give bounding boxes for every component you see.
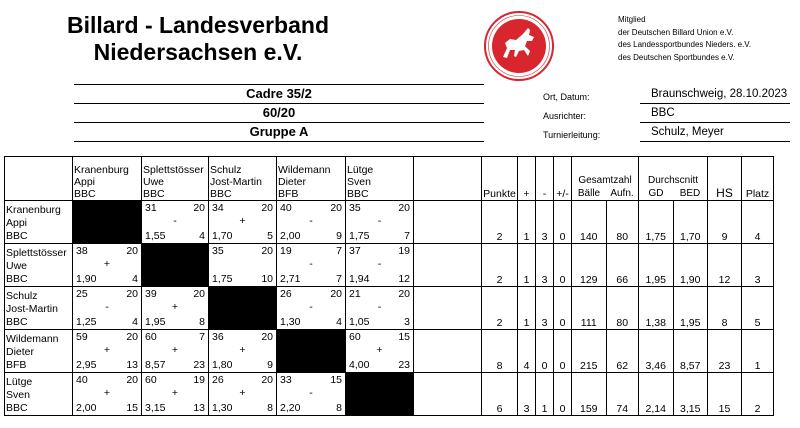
- match-balls: 19: [280, 245, 292, 257]
- match-cell: [209, 244, 277, 287]
- match-balls: 26: [212, 374, 224, 386]
- divider: [640, 103, 790, 104]
- match-balls: 33: [280, 374, 292, 386]
- empty-cell: [414, 201, 482, 244]
- divider: [640, 122, 790, 123]
- match-high-series: 3: [404, 316, 410, 328]
- match-balls: 40: [76, 374, 88, 386]
- match-result: +: [171, 344, 179, 356]
- match-high-series: 7: [336, 273, 342, 285]
- match-result: +: [239, 387, 246, 399]
- column-player: Kranenburg Appi BBC: [73, 157, 142, 201]
- match-average: 1,80: [212, 359, 233, 371]
- stat-plus: 1: [518, 201, 536, 244]
- stat-baelle: 140: [572, 201, 607, 244]
- discipline: Cadre 35/2: [74, 84, 484, 104]
- stat-punkte: 2: [482, 287, 518, 330]
- match-cell: [209, 373, 277, 416]
- player-row: [5, 201, 774, 244]
- match-high-series: 9: [336, 230, 342, 242]
- match-result: +: [171, 301, 179, 313]
- stat-hs: 23: [708, 330, 742, 373]
- empty-cell: [414, 244, 482, 287]
- header-row: [5, 157, 774, 201]
- match-result: -: [377, 301, 382, 313]
- event-info: [74, 84, 484, 142]
- self-match-block: [142, 244, 209, 287]
- stat-platz: 1: [742, 330, 774, 373]
- match-cell: [142, 373, 209, 416]
- player-club: BFB: [6, 359, 27, 371]
- stat-platz: 5: [742, 287, 774, 330]
- match-balls: 60: [145, 374, 157, 386]
- match-result: -: [105, 301, 109, 313]
- match-high-series: 8: [199, 316, 205, 328]
- column-aufn: Aufn.: [610, 188, 634, 199]
- column-gd: GD: [648, 188, 664, 199]
- column-group-gesamtzahl: [572, 157, 639, 201]
- match-average: 1,55: [145, 230, 166, 242]
- match-high-series: 7: [404, 230, 410, 242]
- stat-aufn: 74: [606, 373, 639, 416]
- match-average: 1,75: [212, 273, 233, 285]
- player-last-name: Schulz: [6, 290, 38, 302]
- stat-punkte: 8: [482, 330, 518, 373]
- match-result: -: [377, 258, 382, 270]
- stat-pm: 0: [554, 287, 572, 330]
- match-cell: [142, 287, 209, 330]
- match-innings: 20: [126, 374, 138, 386]
- match-cell: [277, 287, 346, 330]
- stat-plus: 1: [518, 287, 536, 330]
- player-last-name: Kranenburg: [6, 204, 61, 216]
- match-innings: 20: [330, 288, 342, 300]
- match-innings: 20: [193, 288, 205, 300]
- player-row: [5, 244, 774, 287]
- match-average: 1,95: [145, 316, 166, 328]
- match-average: 1,90: [76, 273, 97, 285]
- match-cell: [277, 373, 346, 416]
- match-innings: 15: [398, 331, 410, 343]
- stat-aufn: 62: [606, 330, 639, 373]
- match-balls: 40: [280, 202, 292, 214]
- match-high-series: 8: [336, 402, 342, 414]
- match-average: 1,30: [212, 402, 233, 414]
- column-hs: HS: [708, 157, 742, 201]
- stat-punkte: 6: [482, 373, 518, 416]
- match-average: 2,20: [280, 402, 301, 414]
- player-row: [5, 287, 774, 330]
- membership-line: der Deutschen Billard Union e.V.: [618, 27, 734, 37]
- match-cell: [73, 244, 142, 287]
- match-cell: [73, 330, 142, 373]
- column-player: Splettstösser Uwe BBC: [142, 157, 209, 201]
- stat-plus: 1: [518, 244, 536, 287]
- stat-bed: 1,70: [673, 201, 708, 244]
- player-first-name: Appi: [6, 217, 28, 229]
- match-innings: 20: [261, 245, 273, 257]
- match-cell: [277, 244, 346, 287]
- match-result: +: [171, 387, 179, 399]
- match-balls: 25: [76, 288, 88, 300]
- match-high-series: 23: [193, 359, 205, 371]
- host-value: BBC: [651, 107, 675, 119]
- host-label: Ausrichter:: [543, 111, 587, 121]
- match-average: 1,75: [349, 230, 370, 242]
- column-plusminus: +/-: [554, 157, 572, 201]
- stat-bed: 3,15: [673, 373, 708, 416]
- column-player: Schulz Jost-Martin BBC: [209, 157, 277, 201]
- stat-aufn: 66: [606, 244, 639, 287]
- match-average: 1,94: [349, 273, 370, 285]
- stat-gd: 3,46: [639, 330, 674, 373]
- match-average: 2,71: [280, 273, 301, 285]
- stat-pm: 0: [554, 330, 572, 373]
- column-plus: +: [518, 157, 536, 201]
- match-high-series: 4: [132, 273, 138, 285]
- column-minus: -: [536, 157, 554, 201]
- divider: [640, 141, 790, 142]
- date-label: Ort, Datum:: [543, 92, 590, 102]
- stat-gd: 2,14: [639, 373, 674, 416]
- corner-cell: [5, 157, 73, 201]
- stat-gd: 1,38: [639, 287, 674, 330]
- self-match-block: [346, 373, 414, 416]
- match-average: 1,05: [349, 316, 370, 328]
- player-last-name: Lütge: [6, 376, 33, 388]
- match-high-series: 10: [261, 273, 273, 285]
- match-result: +: [103, 344, 111, 356]
- player-row: [5, 330, 774, 373]
- match-average: 8,57: [145, 359, 166, 371]
- match-innings: 20: [261, 202, 273, 214]
- match-innings: 7: [199, 331, 205, 343]
- match-average: 2,95: [76, 359, 97, 371]
- gesamtzahl-label: Gesamtzahl: [578, 175, 632, 186]
- match-balls: 35: [349, 202, 361, 214]
- self-match-block: [73, 201, 142, 244]
- player-first-name: Dieter: [6, 346, 35, 358]
- match-average: 2,00: [76, 402, 97, 414]
- match-cell: [346, 330, 414, 373]
- match-innings: 20: [126, 288, 138, 300]
- match-high-series: 15: [126, 402, 138, 414]
- match-result: +: [376, 344, 383, 356]
- match-high-series: 8: [267, 402, 273, 414]
- match-result: +: [103, 387, 111, 399]
- lead-label: Turnierleitung:: [543, 130, 601, 140]
- match-cell: [142, 330, 209, 373]
- empty-cell: [414, 330, 482, 373]
- player-first-name: Uwe: [6, 260, 28, 272]
- row-player-name: [5, 373, 73, 416]
- stat-minus: 3: [536, 201, 554, 244]
- distance: 60/20: [74, 104, 484, 123]
- date-value: Braunschweig, 28.10.2023: [651, 88, 788, 100]
- match-balls: 26: [280, 288, 292, 300]
- stat-bed: 1,90: [673, 244, 708, 287]
- match-high-series: 4: [336, 316, 342, 328]
- match-high-series: 4: [132, 316, 138, 328]
- stat-pm: 0: [554, 244, 572, 287]
- organization-title: [58, 12, 338, 66]
- player-club: BBC: [6, 316, 28, 328]
- column-group-durchschnitt: [639, 157, 708, 201]
- match-result: +: [103, 258, 111, 270]
- stat-baelle: 111: [572, 287, 607, 330]
- match-innings: 20: [126, 245, 138, 257]
- column-platz: Platz: [742, 157, 774, 201]
- match-high-series: 9: [267, 359, 273, 371]
- player-last-name: Splettstösser: [6, 247, 67, 259]
- match-result: -: [309, 387, 313, 399]
- match-innings: 20: [261, 374, 273, 386]
- player-row: [5, 373, 774, 416]
- match-cell: [346, 287, 414, 330]
- match-balls: 38: [76, 245, 88, 257]
- empty-cell: [414, 373, 482, 416]
- group: Gruppe A: [74, 123, 484, 142]
- stat-platz: 3: [742, 244, 774, 287]
- match-balls: 60: [145, 331, 157, 343]
- membership-line: des Landessportbundes Nieders. e.V.: [618, 40, 752, 49]
- stat-aufn: 80: [606, 287, 639, 330]
- stat-plus: 3: [518, 373, 536, 416]
- match-cell: [142, 201, 209, 244]
- stat-pm: 0: [554, 373, 572, 416]
- match-innings: 20: [193, 202, 205, 214]
- organization-title-line1: Billard - Landesverband: [66, 12, 329, 38]
- stat-plus: 4: [518, 330, 536, 373]
- column-bed: BED: [679, 188, 701, 199]
- match-result: +: [239, 344, 246, 356]
- stat-baelle: 215: [572, 330, 607, 373]
- match-balls: 21: [349, 288, 361, 300]
- stat-bed: 1,95: [673, 287, 708, 330]
- row-player-name: [5, 244, 73, 287]
- results-table: [4, 156, 774, 416]
- match-average: 1,25: [76, 316, 97, 328]
- stat-platz: 2: [742, 373, 774, 416]
- column-punkte: Punkte: [482, 157, 518, 201]
- match-cell: [209, 330, 277, 373]
- match-result: -: [377, 215, 382, 227]
- match-result: -: [173, 215, 177, 227]
- stat-minus: 0: [536, 330, 554, 373]
- match-high-series: 13: [193, 402, 205, 414]
- match-average: 2,00: [280, 230, 301, 242]
- row-player-name: [5, 287, 73, 330]
- match-average: 1,70: [212, 230, 233, 242]
- player-club: BBC: [6, 273, 28, 285]
- match-innings: 7: [336, 245, 342, 257]
- match-result: -: [309, 215, 313, 227]
- stat-bed: 8,57: [673, 330, 708, 373]
- match-innings: 19: [398, 245, 410, 257]
- match-cell: [73, 287, 142, 330]
- stat-minus: 1: [536, 373, 554, 416]
- match-result: -: [309, 301, 313, 313]
- stat-hs: 9: [708, 201, 742, 244]
- stat-aufn: 80: [606, 201, 639, 244]
- membership-line: Mitglied: [618, 15, 646, 24]
- stat-pm: 0: [554, 201, 572, 244]
- stat-platz: 4: [742, 201, 774, 244]
- empty-header-cell: [414, 157, 482, 201]
- column-player: Wildemann Dieter BFB: [277, 157, 346, 201]
- match-balls: 35: [212, 245, 224, 257]
- match-balls: 36: [212, 331, 224, 343]
- match-innings: 19: [193, 374, 205, 386]
- match-high-series: 12: [398, 273, 410, 285]
- match-innings: 20: [398, 202, 410, 214]
- match-innings: 20: [398, 288, 410, 300]
- player-club: BBC: [6, 230, 28, 242]
- match-balls: 60: [349, 331, 361, 343]
- self-match-block: [277, 330, 346, 373]
- stat-hs: 15: [708, 373, 742, 416]
- stat-punkte: 2: [482, 201, 518, 244]
- stat-hs: 8: [708, 287, 742, 330]
- match-balls: 59: [76, 331, 88, 343]
- match-average: 1,30: [280, 316, 301, 328]
- match-balls: 37: [349, 245, 361, 257]
- match-balls: 31: [145, 202, 157, 214]
- empty-cell: [414, 287, 482, 330]
- match-result: -: [309, 258, 313, 270]
- stat-gd: 1,95: [639, 244, 674, 287]
- player-first-name: Sven: [6, 389, 30, 401]
- stat-baelle: 159: [572, 373, 607, 416]
- stat-minus: 3: [536, 244, 554, 287]
- organization-title-line2: Niedersachsen e.V.: [93, 39, 303, 65]
- row-player-name: [5, 201, 73, 244]
- row-player-name: [5, 330, 73, 373]
- match-cell: [346, 244, 414, 287]
- match-innings: 20: [330, 202, 342, 214]
- match-balls: 39: [145, 288, 157, 300]
- match-high-series: 23: [398, 359, 410, 371]
- stat-hs: 12: [708, 244, 742, 287]
- match-average: 4,00: [349, 359, 370, 371]
- player-first-name: Jost-Martin: [6, 303, 58, 315]
- stat-punkte: 2: [482, 244, 518, 287]
- durchschnitt-label: Durchscnitt: [647, 175, 698, 186]
- match-cell: [346, 201, 414, 244]
- match-high-series: 13: [126, 359, 138, 371]
- membership-line: des Deutschen Sportbundes e.V.: [618, 52, 735, 62]
- match-innings: 15: [330, 374, 342, 386]
- membership-info: [618, 14, 751, 64]
- lead-value: Schulz, Meyer: [651, 126, 724, 138]
- match-high-series: 4: [199, 230, 205, 242]
- match-high-series: 5: [267, 230, 273, 242]
- match-innings: 20: [126, 331, 138, 343]
- match-innings: 20: [261, 331, 273, 343]
- stat-gd: 1,75: [639, 201, 674, 244]
- match-cell: [277, 201, 346, 244]
- match-balls: 34: [212, 202, 224, 214]
- match-average: 3,15: [145, 402, 166, 414]
- column-baelle: Bälle: [577, 188, 601, 199]
- player-club: BBC: [6, 402, 28, 414]
- self-match-block: [209, 287, 277, 330]
- player-last-name: Wildemann: [6, 333, 59, 345]
- match-cell: [209, 201, 277, 244]
- stat-minus: 3: [536, 287, 554, 330]
- match-result: +: [239, 215, 246, 227]
- match-cell: [73, 373, 142, 416]
- column-player: Lütge Sven BBC: [346, 157, 414, 201]
- stat-baelle: 129: [572, 244, 607, 287]
- horse-emblem-icon: [483, 10, 555, 82]
